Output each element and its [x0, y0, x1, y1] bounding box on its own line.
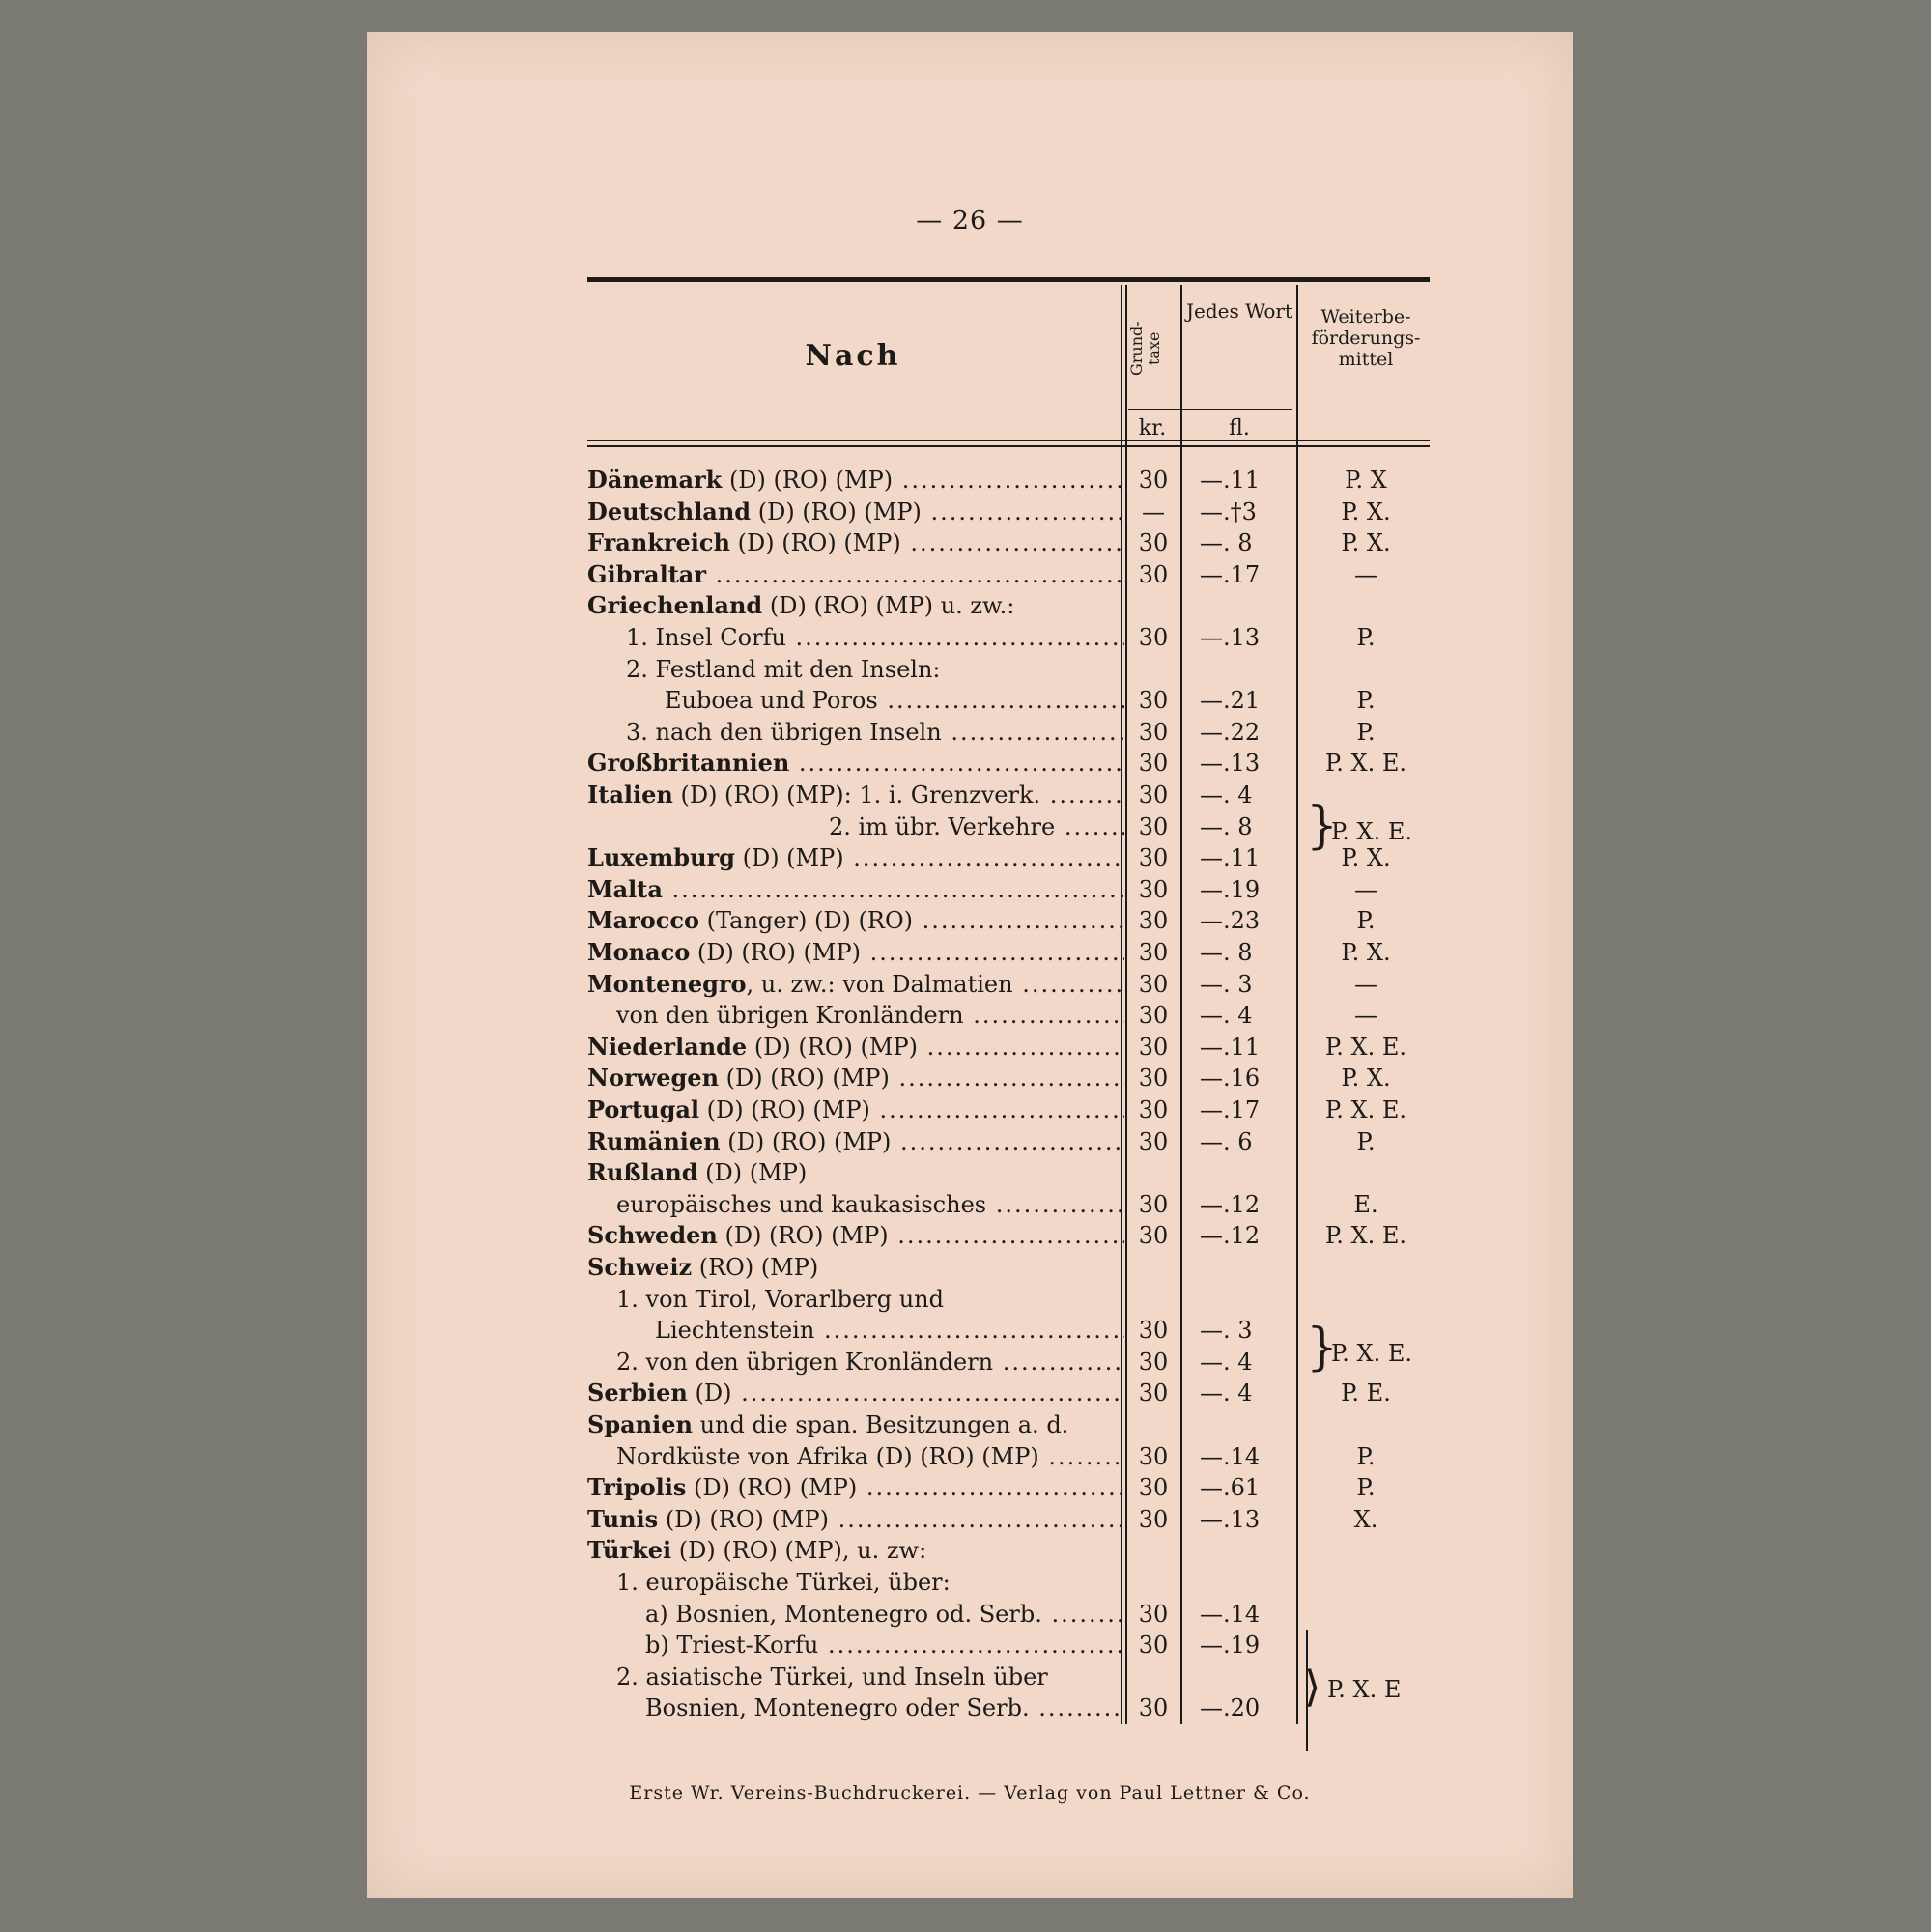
brace-symbol: } — [1306, 1319, 1339, 1377]
per-word-fee: —. 4 — [1200, 1348, 1253, 1376]
base-fee: 30 — [1138, 1096, 1169, 1123]
column-header-weiterbefoerderung: Weiterbe-förderungs-mittel — [1311, 306, 1421, 370]
destination-detail: a) Bosnien, Montenegro od. Serb. — [645, 1600, 1042, 1628]
table-row — [587, 937, 1430, 968]
destination-detail: (D) (RO) (MP), u. zw: — [671, 1537, 927, 1565]
per-word-fee: —. 3 — [1200, 970, 1253, 998]
destination-name — [587, 1599, 1124, 1630]
destination-name — [587, 1378, 1124, 1408]
destination-name — [587, 937, 1124, 968]
destination-name — [587, 622, 1124, 653]
destination-bold: Großbritannien — [587, 749, 790, 778]
forwarding-means: — — [1354, 1002, 1377, 1030]
per-word-fee: —.13 — [1200, 1505, 1261, 1533]
destination-name — [587, 748, 1124, 779]
base-fee: 30 — [1138, 1474, 1169, 1502]
destination-bold: Frankreich — [587, 528, 730, 557]
destination-name — [587, 654, 1124, 685]
table-row — [587, 1315, 1430, 1346]
base-fee: 30 — [1138, 560, 1169, 588]
table-row — [587, 622, 1430, 653]
base-fee: 30 — [1138, 1222, 1169, 1250]
destination-detail: (D) (RO) (MP) — [686, 1474, 858, 1502]
destination-name — [587, 1000, 1124, 1031]
destination-name — [587, 905, 1124, 936]
per-word-fee: —.17 — [1200, 560, 1261, 588]
unit-fl: fl. — [1229, 416, 1250, 440]
base-fee: 30 — [1138, 1505, 1169, 1533]
destination-name — [587, 717, 1124, 748]
table-row — [587, 780, 1430, 810]
destination-bold: Griechenland — [587, 591, 763, 620]
table-row — [587, 654, 1430, 685]
table-row — [587, 1284, 1430, 1315]
table-row — [587, 1157, 1430, 1188]
base-fee: 30 — [1138, 1002, 1169, 1030]
destination-name — [587, 1441, 1124, 1472]
destination-name — [587, 811, 1124, 842]
table-row — [587, 465, 1430, 496]
table-row — [587, 1094, 1430, 1125]
per-word-fee: —. 8 — [1200, 529, 1253, 557]
destination-name — [587, 1315, 1124, 1346]
destination-name — [587, 780, 1124, 810]
table-row — [587, 874, 1430, 905]
destination-bold: Luxemburg — [587, 843, 735, 872]
forwarding-means: P. X. E. — [1324, 1096, 1407, 1123]
destination-detail: 2. asiatische Türkei, und Inseln über — [616, 1662, 1048, 1690]
destination-detail: (D) (RO) (MP) — [751, 497, 922, 526]
per-word-fee: —.14 — [1200, 1442, 1261, 1470]
table-row — [587, 527, 1430, 558]
destination-name — [587, 1535, 1124, 1566]
destination-detail: , u. zw.: von Dalmatien — [746, 970, 1013, 998]
forwarding-means: P. X. — [1341, 1065, 1391, 1093]
table-row — [587, 590, 1430, 621]
destination-detail: (D) (RO) (MP) — [690, 939, 861, 966]
per-word-fee: —.12 — [1200, 1190, 1261, 1218]
table-row — [587, 1630, 1430, 1661]
base-fee: 30 — [1138, 875, 1169, 903]
forwarding-means: P. — [1356, 1127, 1376, 1155]
column-header-jedes-wort: Jedes Wort — [1186, 299, 1292, 323]
header-rule-1 — [587, 440, 1430, 441]
table-row — [587, 1504, 1430, 1535]
destination-name — [587, 1126, 1124, 1157]
destination-name — [587, 1284, 1124, 1315]
destination-detail: 2. Festland mit den Inseln: — [626, 655, 941, 683]
brace-label-italien: P. X. E. — [1331, 818, 1413, 845]
table-row — [587, 1599, 1430, 1630]
per-word-fee: —. 8 — [1200, 812, 1253, 840]
column-header-nach: Nach — [805, 339, 901, 373]
per-word-fee: —.19 — [1200, 875, 1261, 903]
destination-name — [587, 1189, 1124, 1220]
destination-detail: (D) (RO) (MP) — [720, 1127, 892, 1155]
base-fee: 30 — [1138, 718, 1169, 746]
forwarding-means: P. X. — [1341, 497, 1391, 526]
destination-bold: Montenegro — [587, 969, 747, 998]
destination-detail: (D) (MP) — [697, 1159, 808, 1187]
table-row — [587, 1189, 1430, 1220]
base-fee: 30 — [1138, 939, 1169, 966]
printer-imprint: Erste Wr. Vereins-Buchdruckerei. — Verlag von Paul Lettner & Co. — [629, 1782, 1311, 1804]
destination-detail: (D) — [687, 1379, 732, 1407]
destination-bold: Spanien — [587, 1410, 693, 1438]
destination-name — [587, 1063, 1124, 1094]
table-row — [587, 1347, 1430, 1378]
base-fee: 30 — [1138, 467, 1169, 494]
destination-name — [587, 527, 1124, 558]
destination-name — [587, 1252, 1124, 1283]
table-row — [587, 811, 1430, 842]
table-row — [587, 1441, 1430, 1472]
per-word-fee: —.12 — [1200, 1222, 1261, 1250]
per-word-fee: —.11 — [1200, 1033, 1261, 1061]
destination-bold: Schweiz — [587, 1253, 693, 1281]
destination-bold: Tunis — [587, 1504, 659, 1533]
header-rule-2 — [587, 445, 1430, 447]
destination-name — [587, 969, 1124, 1000]
table-row — [587, 1535, 1430, 1566]
table-row — [587, 969, 1430, 1000]
base-fee: 30 — [1138, 844, 1169, 872]
destination-detail: (D) (RO) (MP) — [747, 1033, 918, 1061]
destination-name — [587, 1472, 1124, 1503]
destination-bold: Gibraltar — [587, 559, 706, 588]
destination-detail: 3. nach den übrigen Inseln — [626, 718, 942, 746]
destination-detail: (D) (RO) (MP) — [719, 1065, 890, 1093]
forwarding-means: P. — [1356, 624, 1376, 651]
per-word-fee: —.16 — [1200, 1065, 1261, 1093]
brace-symbol: ⟩ — [1304, 1662, 1321, 1712]
base-fee: 30 — [1138, 687, 1169, 715]
table-row — [587, 1063, 1430, 1094]
destination-name — [587, 1220, 1124, 1251]
forwarding-means: P. X. — [1341, 529, 1391, 557]
destination-name — [587, 1504, 1124, 1535]
table-row — [587, 1126, 1430, 1157]
destination-bold: Deutschland — [587, 497, 752, 526]
forwarding-means: — — [1354, 875, 1377, 903]
destination-detail: Bosnien, Montenegro oder Serb. — [645, 1694, 1030, 1722]
destination-detail: Euboea und Poros — [665, 687, 878, 715]
destination-detail: Nordküste von Afrika (D) (RO) (MP) — [616, 1442, 1039, 1470]
destination-bold: Türkei — [587, 1536, 672, 1565]
destination-name — [587, 1692, 1124, 1723]
base-fee: 30 — [1138, 907, 1169, 935]
destination-bold: Rußland — [587, 1158, 698, 1187]
destination-detail: b) Triest-Korfu — [645, 1632, 819, 1660]
destination-name — [587, 842, 1124, 873]
unit-kr: kr. — [1138, 416, 1167, 440]
base-fee: 30 — [1138, 1632, 1169, 1660]
destination-name — [587, 590, 1124, 621]
forwarding-means: P. — [1356, 718, 1376, 746]
destination-bold: Serbien — [587, 1378, 688, 1407]
destination-detail: (D) (MP) — [734, 844, 844, 872]
base-fee: 30 — [1138, 1442, 1169, 1470]
forwarding-means: P. X. — [1341, 844, 1391, 872]
destination-detail: (D) (RO) (MP) — [658, 1505, 829, 1533]
table-row — [587, 1032, 1430, 1063]
table-row — [587, 842, 1430, 873]
destination-detail: (D) (RO) (MP) — [699, 1096, 870, 1123]
table-row — [587, 1567, 1430, 1598]
forwarding-means: P. — [1356, 687, 1376, 715]
destination-detail: (D) (RO) (MP) — [717, 1222, 889, 1250]
base-fee: 30 — [1138, 1317, 1169, 1345]
destination-detail: 1. von Tirol, Vorarlberg und — [616, 1285, 944, 1313]
destination-bold: Marocco — [587, 906, 700, 935]
destination-detail: (D) (RO) (MP): 1. i. Grenzverk. — [672, 781, 1041, 809]
forwarding-means: P. — [1356, 1474, 1376, 1502]
base-fee: 30 — [1138, 1065, 1169, 1093]
per-word-fee: —. 6 — [1200, 1127, 1253, 1155]
destination-name — [587, 1347, 1124, 1378]
forwarding-means: P. X — [1345, 467, 1387, 494]
base-fee: 30 — [1138, 812, 1169, 840]
brace-label-tuerkei: P. X. E — [1327, 1676, 1402, 1703]
destination-bold: Norwegen — [587, 1064, 720, 1093]
per-word-fee: —.11 — [1200, 844, 1261, 872]
destination-name — [587, 1662, 1124, 1692]
destination-detail: 2. von den übrigen Kronländern — [616, 1348, 994, 1376]
destination-name — [587, 1630, 1124, 1661]
base-fee: 30 — [1138, 624, 1169, 651]
destination-bold: Rumänien — [587, 1126, 721, 1155]
per-word-fee: —.22 — [1200, 718, 1261, 746]
forwarding-means: P. X. E. — [1324, 1033, 1407, 1061]
destination-detail: 1. europäische Türkei, über: — [616, 1569, 951, 1596]
base-fee: 30 — [1138, 781, 1169, 809]
base-fee: 30 — [1138, 750, 1169, 778]
per-word-fee: —.20 — [1200, 1694, 1261, 1722]
destination-name — [587, 1094, 1124, 1125]
destination-name — [587, 465, 1124, 496]
base-fee: 30 — [1138, 1694, 1169, 1722]
table-row — [587, 1220, 1430, 1251]
per-word-fee: —.23 — [1200, 907, 1261, 935]
forwarding-means: E. — [1353, 1190, 1378, 1218]
destination-detail: 2. im übr. Verkehre — [829, 812, 1056, 840]
per-word-fee: —.†3 — [1200, 497, 1257, 526]
table-row — [587, 1409, 1430, 1440]
destination-detail: Liechtenstein — [655, 1317, 815, 1345]
forwarding-means: — — [1354, 970, 1377, 998]
table-row — [587, 748, 1430, 779]
table-row — [587, 1472, 1430, 1503]
forwarding-means: P. X. E. — [1324, 1222, 1407, 1250]
per-word-fee: —.17 — [1200, 1096, 1261, 1123]
destination-name — [587, 685, 1124, 716]
destination-name — [587, 497, 1124, 527]
destination-bold: Tripolis — [587, 1473, 687, 1502]
per-word-fee: —. 4 — [1200, 1002, 1253, 1030]
table-row — [587, 1000, 1430, 1031]
per-word-fee: —.14 — [1200, 1600, 1261, 1628]
brace-label-schweiz: P. X. E. — [1331, 1340, 1413, 1367]
base-fee: 30 — [1138, 1379, 1169, 1407]
destination-detail: von den übrigen Kronländern — [616, 1002, 964, 1030]
top-rule — [587, 277, 1430, 282]
destination-detail: (D) (RO) (MP) u. zw.: — [762, 592, 1015, 620]
destination-name — [587, 1032, 1124, 1063]
base-fee: 30 — [1138, 529, 1169, 557]
table-row — [587, 905, 1430, 936]
brace-symbol: } — [1306, 797, 1339, 855]
destination-detail: (D) (RO) (MP) — [722, 467, 894, 494]
destination-detail: und die span. Besitzungen a. d. — [692, 1411, 1069, 1438]
per-word-fee: —.13 — [1200, 750, 1261, 778]
per-word-fee: —.61 — [1200, 1474, 1261, 1502]
base-fee: 30 — [1138, 970, 1169, 998]
destination-name — [587, 1157, 1124, 1188]
table-row — [587, 497, 1430, 527]
per-word-fee: —.11 — [1200, 467, 1261, 494]
table-row — [587, 685, 1430, 716]
forwarding-means: P. — [1356, 907, 1376, 935]
per-word-fee: —.21 — [1200, 687, 1261, 715]
destination-bold: Malta — [587, 874, 663, 903]
destination-bold: Niederlande — [587, 1032, 748, 1061]
per-word-fee: —. 8 — [1200, 939, 1253, 966]
destination-bold: Schweden — [587, 1221, 718, 1250]
base-fee: 30 — [1138, 1033, 1169, 1061]
destination-bold: Dänemark — [587, 466, 723, 494]
table-row — [587, 1252, 1430, 1283]
destination-name — [587, 559, 1124, 590]
destination-name — [587, 1567, 1124, 1598]
forwarding-means: P. E. — [1341, 1379, 1391, 1407]
per-word-fee: —. 4 — [1200, 1379, 1253, 1407]
forwarding-means: P. — [1356, 1442, 1376, 1470]
base-fee: 30 — [1138, 1127, 1169, 1155]
forwarding-means: — — [1354, 560, 1377, 588]
destination-bold: Italien — [587, 781, 673, 809]
base-fee: — — [1142, 497, 1165, 526]
destination-name — [587, 874, 1124, 905]
destination-name — [587, 1409, 1124, 1440]
page-number: — 26 — — [916, 206, 1024, 236]
destination-detail: europäisches und kaukasisches — [616, 1190, 987, 1218]
per-word-fee: —. 4 — [1200, 781, 1253, 809]
forwarding-means: P. X. — [1341, 939, 1391, 966]
per-word-fee: —. 3 — [1200, 1317, 1253, 1345]
destination-bold: Portugal — [587, 1095, 700, 1123]
base-fee: 30 — [1138, 1348, 1169, 1376]
per-word-fee: —.13 — [1200, 624, 1261, 651]
forwarding-means: P. X. E. — [1324, 750, 1407, 778]
destination-detail: (D) (RO) (MP) — [729, 529, 901, 557]
tariff-table — [587, 277, 1430, 1726]
destination-detail: 1. Insel Corfu — [626, 624, 786, 651]
destination-bold: Monaco — [587, 938, 691, 966]
table-row — [587, 1378, 1430, 1408]
unit-rule — [1128, 409, 1292, 410]
destination-detail: (RO) (MP) — [692, 1254, 819, 1281]
document-page — [367, 32, 1573, 1898]
column-header-grundtaxe: Grund-taxe — [1127, 321, 1163, 377]
table-row — [587, 717, 1430, 748]
table-row — [587, 559, 1430, 590]
per-word-fee: —.19 — [1200, 1632, 1261, 1660]
destination-detail: (Tanger) (D) (RO) — [699, 907, 914, 935]
forwarding-means: X. — [1353, 1505, 1378, 1533]
base-fee: 30 — [1138, 1190, 1169, 1218]
base-fee: 30 — [1138, 1600, 1169, 1628]
